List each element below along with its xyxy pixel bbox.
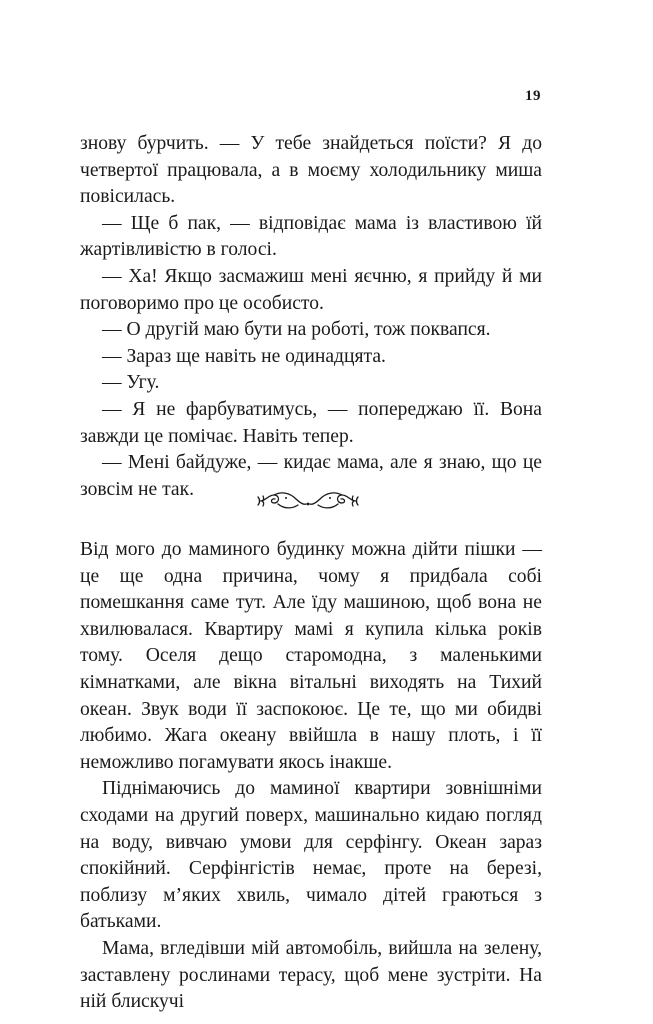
paragraph: — Я не фарбуватимусь, — попереджаю її. Вона завжди це помічає. Навіть тепер. (80, 398, 542, 447)
narrative-section (80, 537, 542, 1016)
paragraph: — Ха! Якщо засмажиш мені яєчню, я прийду й ми поговоримо про це особисто. (80, 265, 542, 314)
paragraph: Піднімаючись до маминої квартири зовнішніми сходами на другий поверх, машинально кидаю погляд на воду, вивчаю умови для серфінгу. Океан зараз спокійний. Серфінгістів немає, проте на березі, поблизу м’яких хвиль, чимало дітей граються з батьками. (80, 778, 542, 933)
dialogue-section (80, 131, 542, 503)
paragraph: — Мені байдуже, — кидає мама, але я знаю, що це зовсім не так. (80, 452, 542, 500)
paragraph: Від мого до маминого будинку можна дійти пішки — це ще одна причина, чому я придбала собі помешкання саме тут. Але їду машиною, щоб вона не хвилювалася. Квартиру мамі я купила кілька років тому. Оселя дещо старомодна, з маленькими кімнатками, але вікна вітальні виходять на Тихий океан. Звук води її заспокоює. Це те, що ми обидві любимо. Жага океану ввійшла в нашу плоть, і її неможливо погамувати якось інакше. (80, 539, 542, 773)
ornamental-flourish-icon (256, 487, 360, 515)
paragraph: — Ще б пак, — відповідає мама із властивою їй жартівливістю в голосі. (80, 212, 542, 261)
paragraph: Мама, вгледівши мій автомобіль, вийшла на зелену, заставлену рослинами терасу, щоб мене зустріти. На ній блискучі (80, 937, 542, 1013)
paragraph: — Зараз ще навіть не одинадцята. (102, 345, 386, 367)
paragraph: — Угу. (102, 372, 160, 394)
page-number: 19 (525, 88, 541, 104)
paragraph: знову бурчить. — У тебе знайдеться поїсти? Я до четвертої працювала, а в моєму холодильнику миша повісилась. (80, 133, 542, 208)
paragraph: — О другій маю бути на роботі, тож поквапся. (102, 319, 491, 341)
